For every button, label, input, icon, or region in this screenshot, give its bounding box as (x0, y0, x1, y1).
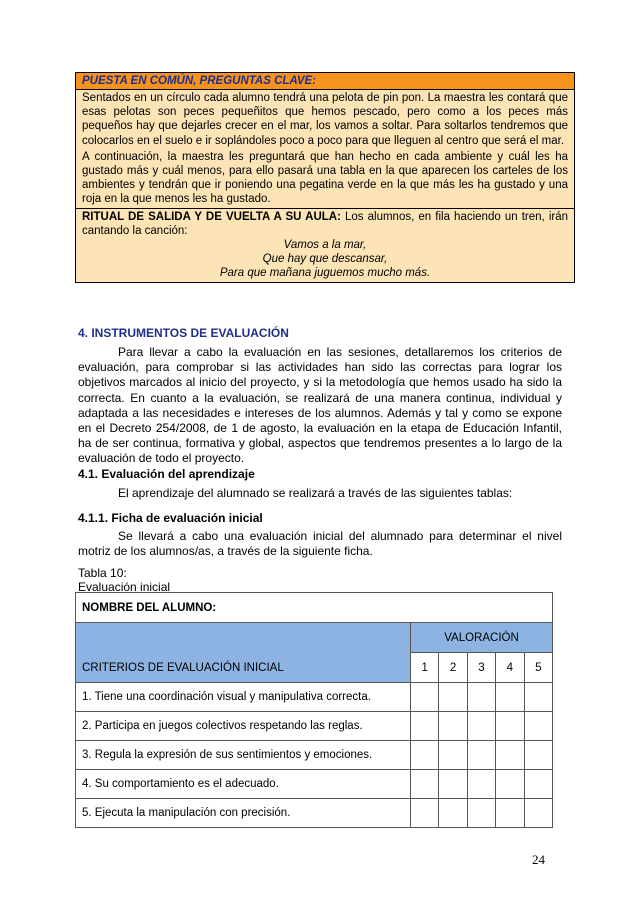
table-caption-number: Tabla 10: (78, 566, 127, 580)
poem-line: Vamos a la mar, (283, 239, 367, 252)
scale-3: 3 (467, 653, 495, 683)
valuation-header: VALORACIÓN (411, 623, 553, 653)
criterion-row: 1. Tiene una coordinación visual y manipulativa correcta. (76, 683, 411, 712)
score-cell[interactable] (411, 712, 439, 741)
criterion-row: 4. Su comportamiento es el adecuado. (76, 770, 411, 799)
subsubsection-text: Se llevará a cabo una evaluación inicial del alumnado para determinar el nivel motriz de los alumnos/as, a través de la siguiente ficha. (78, 529, 562, 559)
student-name-cell: NOMBRE DEL ALUMNO: (76, 593, 553, 623)
score-cell[interactable] (467, 683, 495, 712)
criteria-header: CRITERIOS DE EVALUACIÓN INICIAL (76, 623, 411, 683)
score-cell[interactable] (467, 770, 495, 799)
score-cell[interactable] (467, 741, 495, 770)
table-caption (78, 566, 170, 594)
page-number: 24 (532, 852, 545, 867)
box-paragraph-2: A continuación, la maestra les preguntará que han hecho en cada ambiente y cuál les ha gustado más y cuál menos, para ello pasará una tabla en la que aparecen los carteles de los ambientes y tendrán que ir poniendo una pegatina verde en la que más les ha gustado y una roja en la que menos les ha gustado. (82, 150, 568, 206)
section-paragraph: Para llevar a cabo la evaluación en las sesiones, detallaremos los criterios de evaluación, para comprobar si las actividades han sido las correctas para lograr los objetivos marcados al inicio del proyecto, y si la metodología que hemos usado ha sido la correcta. En cuanto a la evaluación, se realizará de una manera continua, individual y adaptada a las necesidades e intereses de los alumnos. Además y tal y como se expone en el Decreto 254/2008, de 1 de agosto, la evaluación en la etapa de Educación Infantil, ha de ser continua, formativa y global, aspectos que tendremos presentes a lo largo de la evaluación de todo el proyecto. (78, 345, 562, 466)
box-header: PUESTA EN COMÚN, PREGUNTAS CLAVE: (76, 73, 574, 90)
score-cell[interactable] (524, 683, 552, 712)
score-cell[interactable] (439, 683, 467, 712)
score-cell[interactable] (496, 712, 524, 741)
ritual-text: Los alumnos, en fila haciendo un tren, irán cantando la canción: (82, 210, 568, 237)
scale-1: 1 (411, 653, 439, 683)
criterion-row: 2. Participa en juegos colectivos respetando las reglas. (76, 712, 411, 741)
ritual-paragraph (76, 208, 574, 282)
criterion-row: 3. Regula la expresión de sus sentimientos y emociones. (76, 741, 411, 770)
subsubsection-title: 4.1.1. Ficha de evaluación inicial (78, 511, 263, 525)
score-cell[interactable] (467, 712, 495, 741)
section-title: 4. INSTRUMENTOS DE EVALUACIÓN (78, 326, 289, 340)
ritual-label: RITUAL DE SALIDA Y DE VUELTA A SU AULA: (82, 210, 341, 223)
score-cell[interactable] (439, 712, 467, 741)
poem-line: Para que mañana juguemos mucho más. (219, 267, 431, 280)
score-cell[interactable] (467, 799, 495, 828)
score-cell[interactable] (411, 799, 439, 828)
score-cell[interactable] (439, 741, 467, 770)
scale-2: 2 (439, 653, 467, 683)
score-cell[interactable] (411, 770, 439, 799)
subsection-title: 4.1. Evaluación del aprendizaje (78, 467, 255, 481)
criterion-row: 5. Ejecuta la manipulación con precisión. (76, 799, 411, 828)
score-cell[interactable] (496, 741, 524, 770)
poem-line: Que hay que descansar, (262, 253, 388, 266)
score-cell[interactable] (524, 770, 552, 799)
scale-4: 4 (496, 653, 524, 683)
activity-box (75, 72, 575, 283)
evaluation-table (75, 592, 553, 828)
score-cell[interactable] (496, 799, 524, 828)
subsection-text: El aprendizaje del alumnado se realizará a través de las siguientes tablas: (118, 486, 513, 500)
score-cell[interactable] (496, 770, 524, 799)
score-cell[interactable] (439, 799, 467, 828)
song-poem (82, 238, 568, 281)
box-paragraph-1: Sentados en un círculo cada alumno tendrá una pelota de pin pon. La maestra les contará que esas pelotas son peces pequeñitos que hemos pescado, pero como a los peces más pequeños hay que dejarles crecer en el mar, los vamos a soltar. Para soltarlos tendremos que colocarlos en el suelo e ir soplándoles poco a poco para que lleguen al centro que será el mar. (82, 92, 568, 147)
score-cell[interactable] (524, 741, 552, 770)
score-cell[interactable] (524, 799, 552, 828)
score-cell[interactable] (411, 741, 439, 770)
score-cell[interactable] (524, 712, 552, 741)
scale-5: 5 (524, 653, 552, 683)
score-cell[interactable] (439, 770, 467, 799)
score-cell[interactable] (496, 683, 524, 712)
table-caption-title: Evaluación inicial (78, 580, 171, 594)
score-cell[interactable] (411, 683, 439, 712)
